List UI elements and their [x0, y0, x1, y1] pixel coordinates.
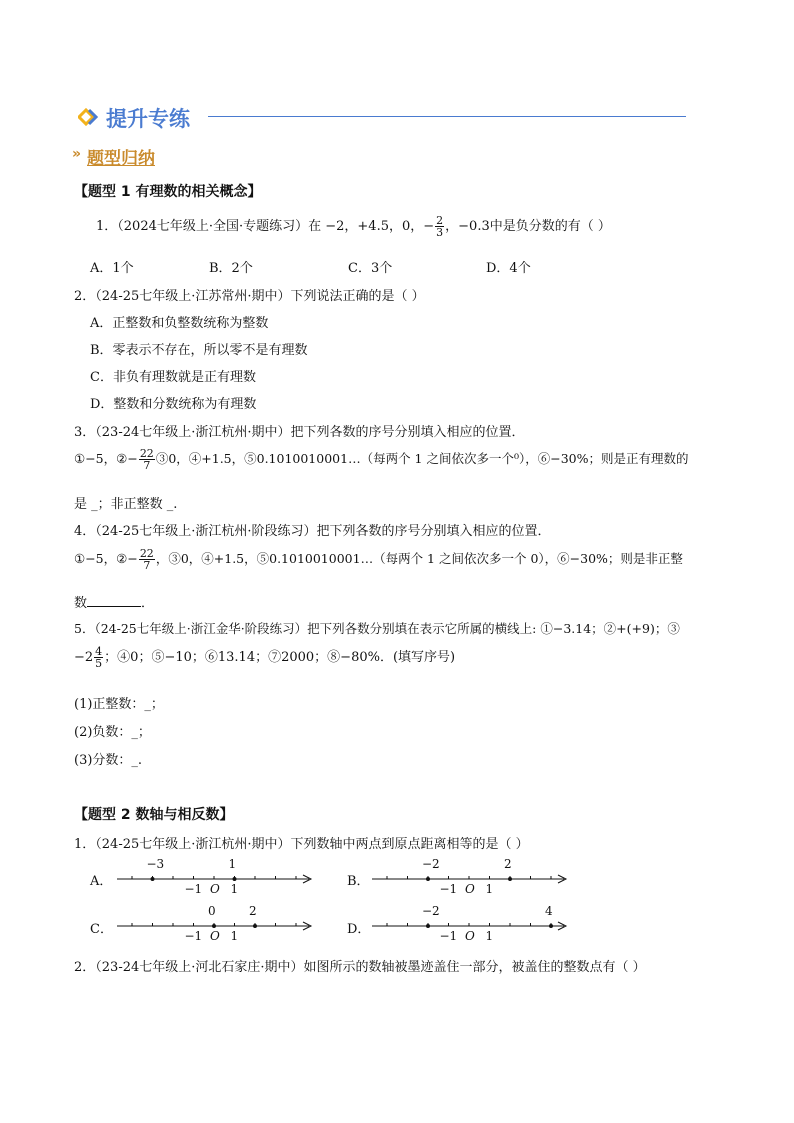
q5-text-a: −2 [74, 650, 94, 665]
page-title: 提升专练 [106, 107, 190, 131]
q5-stem: 5．（24-25七年级上·浙江金华·阶段练习）把下列各数分别填在表示它所属的横线上: ①−3.14；②+(+9)；③ [74, 621, 680, 636]
q3-line1 [74, 448, 689, 471]
header-rule [208, 116, 686, 117]
point-label: 2 [249, 904, 257, 918]
q4-frac-num: 22 [139, 547, 154, 560]
point-label: 0 [208, 904, 216, 918]
q4-answer-blank[interactable] [87, 595, 141, 607]
q5-frac-num: 4 [95, 645, 103, 658]
q4-line2 [74, 592, 154, 611]
s2-q1-stem: 1．（24-25七年级上·浙江杭州·期中）下列数轴中两点到原点距离相等的是（ ） [74, 837, 529, 852]
axis-point [151, 877, 155, 881]
q4-text-a: ①−5，②− [74, 551, 138, 566]
q1-option-c[interactable]: C．3个 [348, 261, 393, 276]
q1-fraction [435, 215, 444, 238]
q5-sub-1: (1)正整数：_； [74, 697, 164, 712]
subtitle-icon: » [72, 146, 82, 162]
q4-frac-den: 7 [143, 559, 151, 572]
axis-point [426, 924, 430, 928]
q4-fraction [139, 548, 155, 571]
axis-point [212, 924, 216, 928]
q1-frac-den: 3 [436, 226, 444, 239]
q4-text-b: ，③0，④+1.5，⑤0.1010010001…（每两个 1 之间依次多一个 0），⑥−30%；则是非正整 [155, 551, 683, 566]
q2-option-c[interactable]: C．非负有理数就是正有理数 [90, 370, 256, 385]
axis-label: −1 [439, 929, 458, 943]
q1-option-a[interactable]: A．1个 [90, 261, 134, 276]
q1-option-d[interactable]: D．4个 [486, 261, 531, 276]
q3-fraction [139, 448, 155, 471]
axis-point [426, 877, 430, 881]
axis-label: −1 [184, 929, 203, 943]
point-label: 4 [545, 904, 553, 918]
q3-line2: 是 _；非正整数 _. [74, 497, 178, 512]
header-icon [78, 106, 102, 128]
s2-q2-stem: 2．（23-24七年级上·河北石家庄·期中）如图所示的数轴被墨迹盖住一部分，被盖住的整数点有（ ） [74, 960, 646, 975]
q4-line1 [74, 548, 683, 571]
axis-point [233, 877, 237, 881]
q1-stem [96, 212, 611, 242]
q1-text-b: ，−0.3中是负分数的有（ ） [445, 219, 611, 234]
axis-label: 1 [485, 882, 494, 896]
numline-option-label[interactable]: C． [90, 922, 113, 937]
axis-label: −1 [439, 882, 458, 896]
q2-stem: 2．（24-25七年级上·江苏常州·期中）下列说法正确的是（ ） [74, 289, 425, 304]
axis-label: 1 [230, 929, 239, 943]
axis-label: 1 [230, 882, 239, 896]
point-label: 2 [504, 857, 512, 871]
point-label: −2 [422, 904, 440, 918]
q4-stem: 4．（24-25七年级上·浙江杭州·阶段练习）把下列各数的序号分别填入相应的位置． [74, 524, 551, 539]
q4-text-d: ． [141, 596, 155, 611]
point-label: 1 [228, 857, 237, 871]
numline-option-label[interactable]: D． [347, 922, 371, 937]
axis-label: −1 [184, 882, 203, 896]
q3-text-b: ③0，④+1.5，⑤0.1010010001…（每两个 1 之间依次多一个⁰），⑥−30%；则是正有理数的 [155, 451, 689, 466]
axis-label: O [210, 929, 220, 943]
point-label: −2 [422, 857, 440, 871]
q3-stem: 3．（23-24七年级上·浙江杭州·期中）把下列各数的序号分别填入相应的位置． [74, 425, 525, 440]
q3-text-a: ①−5，②− [74, 451, 138, 466]
q5-text-b: ；④0；⑤−10；⑥13.14；⑦2000；⑧−80%．(填写序号) [104, 650, 456, 665]
q1-text-a: 1．（2024七年级上·全国·专题练习）在 −2，+4.5，0，− [96, 219, 435, 234]
q5-sub-3: (3)分数：_. [74, 753, 143, 768]
axis-label: 1 [485, 929, 494, 943]
axis-point [253, 924, 257, 928]
section-subtitle: 题型归纳 [87, 149, 155, 169]
q2-option-d[interactable]: D．整数和分数统称为有理数 [90, 397, 257, 412]
section2-title: 【题型 2 数轴与相反数】 [74, 807, 234, 823]
numline-option-label[interactable]: A． [90, 874, 113, 889]
axis-point [549, 924, 553, 928]
axis-label: O [465, 929, 475, 943]
q5-line2 [74, 646, 455, 669]
point-label: −3 [146, 857, 165, 871]
axis-point [508, 877, 512, 881]
q3-frac-num: 22 [139, 447, 154, 460]
axis-label: O [465, 882, 475, 896]
q1-option-b[interactable]: B．2个 [209, 261, 253, 276]
q2-option-b[interactable]: B．零表示不存在，所以零不是有理数 [90, 343, 308, 358]
q1-frac-num: 2 [436, 214, 444, 227]
axis-label: O [210, 882, 220, 896]
section1-title: 【题型 1 有理数的相关概念】 [74, 184, 262, 200]
q5-frac-den: 5 [95, 657, 103, 670]
q5-sub-2: (2)负数：_； [74, 725, 151, 740]
numline-option-label[interactable]: B． [347, 874, 370, 889]
q5-fraction [94, 646, 103, 669]
q2-option-a[interactable]: A．正整数和负整数统称为整数 [90, 316, 269, 331]
q3-frac-den: 7 [143, 459, 151, 472]
q4-text-c: 数 [74, 596, 88, 611]
